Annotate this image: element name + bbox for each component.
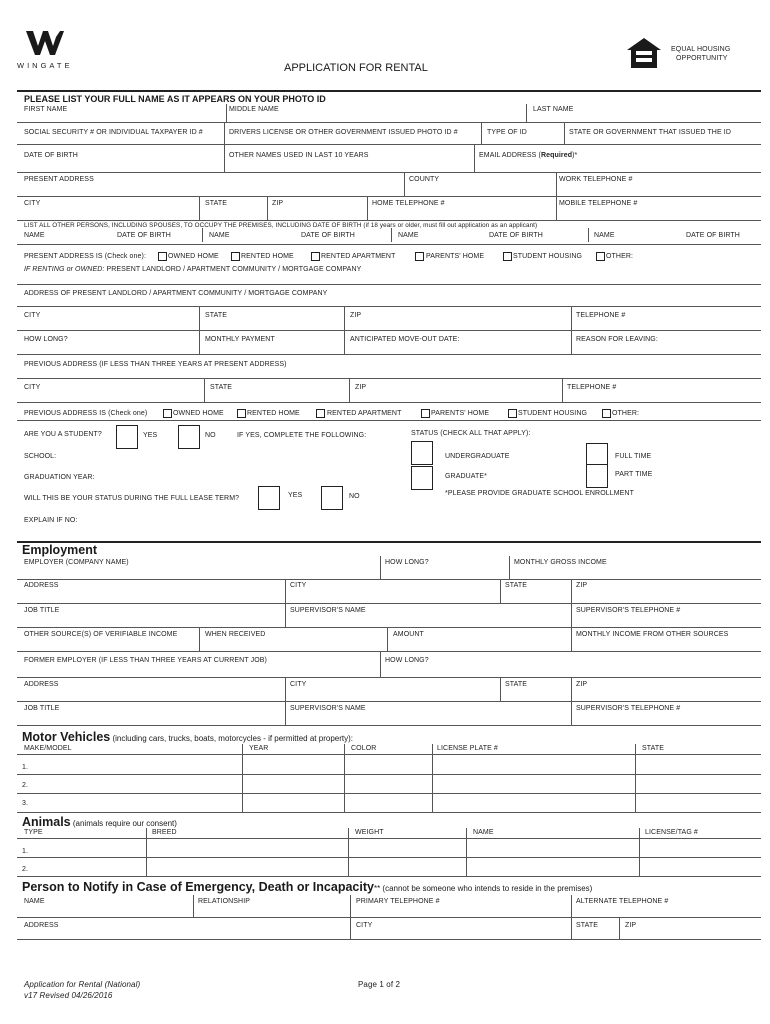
vehicle-col-make: MAKE/MODEL xyxy=(24,745,72,752)
occupant2-dob-label[interactable]: DATE OF BIRTH xyxy=(301,232,355,239)
type-of-id-label[interactable]: TYPE OF ID xyxy=(487,129,527,136)
landlord-city-label[interactable]: CITY xyxy=(24,312,41,319)
equal-housing-line1: EQUAL HOUSING xyxy=(671,46,731,53)
emp-zip-label[interactable]: ZIP xyxy=(576,582,588,589)
student-yes-checkbox[interactable] xyxy=(116,425,138,449)
move-out-label[interactable]: ANTICIPATED MOVE-OUT DATE: xyxy=(350,336,460,343)
other-sources-label[interactable]: OTHER SOURCE(S) OF VERIFIABLE INCOME xyxy=(24,631,178,638)
graduate-label: GRADUATE* xyxy=(445,473,487,480)
zip-label[interactable]: ZIP xyxy=(272,200,284,207)
owned-home-checkbox[interactable] xyxy=(158,252,167,261)
former-how-long-label[interactable]: HOW LONG? xyxy=(385,657,429,664)
emergency-heading: Person to Notify in Case of Emergency, Death or Incapacity** (cannot be someone who intends to reside in the premises) xyxy=(22,880,593,894)
full-term-yes-checkbox[interactable] xyxy=(258,486,280,510)
undergrad-checkbox[interactable] xyxy=(411,441,433,465)
prev-parents-home-checkbox[interactable] xyxy=(421,409,430,418)
emergency-zip-label[interactable]: ZIP xyxy=(625,922,637,929)
prev-owned-home-checkbox[interactable] xyxy=(163,409,172,418)
emp-state-label[interactable]: STATE xyxy=(505,582,528,589)
part-time-checkbox[interactable] xyxy=(586,464,608,488)
prev-student-housing-option: STUDENT HOUSING xyxy=(518,410,588,417)
landlord-address-label[interactable]: ADDRESS OF PRESENT LANDLORD / APARTMENT COMMUNITY / MORTGAGE COMPANY xyxy=(24,290,328,297)
prev-parents-home-option: PARENTS' HOME xyxy=(431,410,490,417)
monthly-payment-label[interactable]: MONTHLY PAYMENT xyxy=(205,336,275,343)
rented-home-option: RENTED HOME xyxy=(241,253,294,260)
vehicle-row-2[interactable]: 2. xyxy=(22,782,29,789)
animal-row-2[interactable]: 2. xyxy=(22,866,29,873)
if-yes-label: IF YES, COMPLETE THE FOLLOWING: xyxy=(237,432,367,439)
mobile-tel-label[interactable]: MOBILE TELEPHONE # xyxy=(559,200,638,207)
student-no-checkbox[interactable] xyxy=(178,425,200,449)
animal-row-1[interactable]: 1. xyxy=(22,848,29,855)
occupant4-name-label[interactable]: NAME xyxy=(594,232,615,239)
occupant1-name-label[interactable]: NAME xyxy=(24,232,45,239)
prev-zip-label[interactable]: ZIP xyxy=(355,384,367,391)
wingate-logo-icon xyxy=(26,31,64,55)
rented-home-checkbox[interactable] xyxy=(231,252,240,261)
undergrad-label: UNDERGRADUATE xyxy=(445,453,510,460)
county-label[interactable]: COUNTY xyxy=(409,176,440,183)
other-option: OTHER: xyxy=(606,253,634,260)
supervisor-name-label[interactable]: SUPERVISOR'S NAME xyxy=(290,607,366,614)
prev-other-checkbox[interactable] xyxy=(602,409,611,418)
animal-col-breed: BREED xyxy=(152,829,177,836)
form-name: Application for Rental (National) xyxy=(24,980,141,989)
graduation-year-label[interactable]: GRADUATION YEAR: xyxy=(24,474,95,481)
page-title: APPLICATION FOR RENTAL xyxy=(284,62,428,74)
employment-heading: Employment xyxy=(22,543,98,557)
vehicle-col-state: STATE xyxy=(642,745,665,752)
emp-how-long-label[interactable]: HOW LONG? xyxy=(385,559,429,566)
emergency-name-label[interactable]: NAME xyxy=(24,898,45,905)
other-names-label[interactable]: OTHER NAMES USED IN LAST 10 YEARS xyxy=(229,152,369,159)
email-label[interactable]: EMAIL ADDRESS (Required)* xyxy=(479,152,578,159)
occupant3-dob-label[interactable]: DATE OF BIRTH xyxy=(489,232,543,239)
home-tel-label[interactable]: HOME TELEPHONE # xyxy=(372,200,445,207)
former-employer-label[interactable]: FORMER EMPLOYER (IF LESS THAN THREE YEARS AT CURRENT JOB) xyxy=(24,657,267,664)
middle-name-label[interactable]: MIDDLE NAME xyxy=(229,106,279,113)
owned-home-option: OWNED HOME xyxy=(168,253,219,260)
prev-rented-apartment-option: RENTED APARTMENT xyxy=(327,410,402,417)
full-term-question: WILL THIS BE YOUR STATUS DURING THE FULL LEASE TERM? xyxy=(24,495,240,502)
student-no-label: NO xyxy=(205,432,216,439)
supervisor-tel-label[interactable]: SUPERVISOR'S TELEPHONE # xyxy=(576,607,681,614)
prev-owned-home-option: OWNED HOME xyxy=(173,410,224,417)
vehicle-row-3[interactable]: 3. xyxy=(22,800,29,807)
student-housing-option: STUDENT HOUSING xyxy=(513,253,583,260)
full-term-no-label: NO xyxy=(349,493,360,500)
explain-label[interactable]: EXPLAIN IF NO: xyxy=(24,517,78,524)
emergency-state-label[interactable]: STATE xyxy=(576,922,599,929)
vehicles-heading: Motor Vehicles (including cars, trucks, boats, motorcycles - if permitted at property): xyxy=(22,730,353,744)
present-address-type-label: PRESENT ADDRESS IS (Check one): xyxy=(24,253,147,260)
former-address-label[interactable]: ADDRESS xyxy=(24,681,59,688)
animals-heading: Animals (animals require our consent) xyxy=(22,815,177,829)
student-yes-label: YES xyxy=(143,432,158,439)
full-term-no-checkbox[interactable] xyxy=(321,486,343,510)
vehicle-col-year: YEAR xyxy=(249,745,269,752)
logo-text: WINGATE xyxy=(17,61,73,70)
reason-leaving-label[interactable]: REASON FOR LEAVING: xyxy=(576,336,658,343)
last-name-label[interactable]: LAST NAME xyxy=(533,106,574,113)
prev-student-housing-checkbox[interactable] xyxy=(508,409,517,418)
former-zip-label[interactable]: ZIP xyxy=(576,681,588,688)
occupants-note: LIST ALL OTHER PERSONS, INCLUDING SPOUSES, TO OCCUPY THE PREMISES, INCLUDING DATE OF BIRTH (if 18 years or older, must fill out application as an applicant) xyxy=(24,222,538,229)
emp-city-label[interactable]: CITY xyxy=(290,582,307,589)
employer-label[interactable]: EMPLOYER (COMPANY NAME) xyxy=(24,559,129,566)
equal-housing-line2: OPPORTUNITY xyxy=(676,55,728,62)
occupant4-dob-label[interactable]: DATE OF BIRTH xyxy=(686,232,740,239)
form-revision: v17 Revised 04/26/2016 xyxy=(24,991,113,1000)
animal-col-tag: LICENSE/TAG # xyxy=(645,829,698,836)
prev-city-label[interactable]: CITY xyxy=(24,384,41,391)
previous-address-label[interactable]: PREVIOUS ADDRESS (IF LESS THAN THREE YEARS AT PRESENT ADDRESS) xyxy=(24,361,287,368)
ssn-label[interactable]: SOCIAL SECURITY # OR INDIVIDUAL TAXPAYER ID # xyxy=(24,129,203,136)
student-housing-checkbox[interactable] xyxy=(503,252,512,261)
full-time-label: FULL TIME xyxy=(615,453,652,460)
former-supervisor-label[interactable]: SUPERVISOR'S NAME xyxy=(290,705,366,712)
prev-rented-home-checkbox[interactable] xyxy=(237,409,246,418)
former-supervisor-tel-label[interactable]: SUPERVISOR'S TELEPHONE # xyxy=(576,705,681,712)
emp-address-label[interactable]: ADDRESS xyxy=(24,582,59,589)
state-issued-label[interactable]: STATE OR GOVERNMENT THAT ISSUED THE ID xyxy=(569,129,731,136)
occupant1-dob-label[interactable]: DATE OF BIRTH xyxy=(117,232,171,239)
prev-state-label[interactable]: STATE xyxy=(210,384,233,391)
applicant-heading: PLEASE LIST YOUR FULL NAME AS IT APPEARS ON YOUR PHOTO ID xyxy=(24,94,326,104)
occupant3-name-label[interactable]: NAME xyxy=(398,232,419,239)
former-job-title-label[interactable]: JOB TITLE xyxy=(24,705,60,712)
occupant2-name-label[interactable]: NAME xyxy=(209,232,230,239)
animal-col-weight: WEIGHT xyxy=(355,829,384,836)
dob-label[interactable]: DATE OF BIRTH xyxy=(24,152,78,159)
vehicle-col-color: COLOR xyxy=(351,745,377,752)
animal-col-type: TYPE xyxy=(24,829,43,836)
renting-note: IF RENTING or OWNED: PRESENT LANDLORD / APARTMENT COMMUNITY / MORTGAGE COMPANY xyxy=(24,266,362,273)
equal-housing-icon xyxy=(626,37,662,69)
landlord-state-label[interactable]: STATE xyxy=(205,312,228,319)
amount-label[interactable]: AMOUNT xyxy=(393,631,424,638)
landlord-tel-label[interactable]: TELEPHONE # xyxy=(576,312,626,319)
former-city-label[interactable]: CITY xyxy=(290,681,307,688)
when-received-label[interactable]: WHEN RECEIVED xyxy=(205,631,266,638)
prev-other-option: OTHER: xyxy=(612,410,640,417)
enrollment-note: *PLEASE PROVIDE GRADUATE SCHOOL ENROLLMENT xyxy=(445,490,634,497)
first-name-label[interactable]: FIRST NAME xyxy=(24,106,68,113)
how-long-label[interactable]: HOW LONG? xyxy=(24,336,68,343)
prev-tel-label[interactable]: TELEPHONE # xyxy=(567,384,617,391)
prev-rented-home-option: RENTED HOME xyxy=(247,410,300,417)
rented-apartment-option: RENTED APARTMENT xyxy=(321,253,396,260)
part-time-label: PART TIME xyxy=(615,471,653,478)
monthly-other-label[interactable]: MONTHLY INCOME FROM OTHER SOURCES xyxy=(576,631,729,638)
other-checkbox[interactable] xyxy=(596,252,605,261)
emergency-alternate-tel-label[interactable]: ALTERNATE TELEPHONE # xyxy=(576,898,669,905)
present-address-label[interactable]: PRESENT ADDRESS xyxy=(24,176,94,183)
animal-col-name: NAME xyxy=(473,829,494,836)
work-tel-label[interactable]: WORK TELEPHONE # xyxy=(559,176,633,183)
monthly-gross-label[interactable]: MONTHLY GROSS INCOME xyxy=(514,559,607,566)
school-label[interactable]: SCHOOL: xyxy=(24,453,57,460)
emergency-city-label[interactable]: CITY xyxy=(356,922,373,929)
parents-home-option: PARENTS' HOME xyxy=(426,253,485,260)
full-term-yes-label: YES xyxy=(288,492,303,499)
vehicle-col-plate: LICENSE PLATE # xyxy=(437,745,498,752)
parents-home-checkbox[interactable] xyxy=(415,252,424,261)
vehicle-row-1[interactable]: 1. xyxy=(22,764,29,771)
student-question: ARE YOU A STUDENT? xyxy=(24,431,102,438)
rented-apartment-checkbox[interactable] xyxy=(311,252,320,261)
previous-address-type-label: PREVIOUS ADDRESS IS (Check one) xyxy=(24,410,148,417)
landlord-zip-label[interactable]: ZIP xyxy=(350,312,362,319)
former-state-label[interactable]: STATE xyxy=(505,681,528,688)
status-label: STATUS (CHECK ALL THAT APPLY): xyxy=(411,430,531,437)
job-title-label[interactable]: JOB TITLE xyxy=(24,607,60,614)
prev-rented-apartment-checkbox[interactable] xyxy=(316,409,325,418)
emergency-address-label[interactable]: ADDRESS xyxy=(24,922,59,929)
city-label[interactable]: CITY xyxy=(24,200,41,207)
graduate-checkbox[interactable] xyxy=(411,466,433,490)
page-number: Page 1 of 2 xyxy=(358,980,401,989)
emergency-relationship-label[interactable]: RELATIONSHIP xyxy=(198,898,251,905)
emergency-primary-tel-label[interactable]: PRIMARY TELEPHONE # xyxy=(356,898,440,905)
drivers-license-label[interactable]: DRIVERS LICENSE OR OTHER GOVERNMENT ISSUED PHOTO ID # xyxy=(229,129,458,136)
state-label[interactable]: STATE xyxy=(205,200,228,207)
